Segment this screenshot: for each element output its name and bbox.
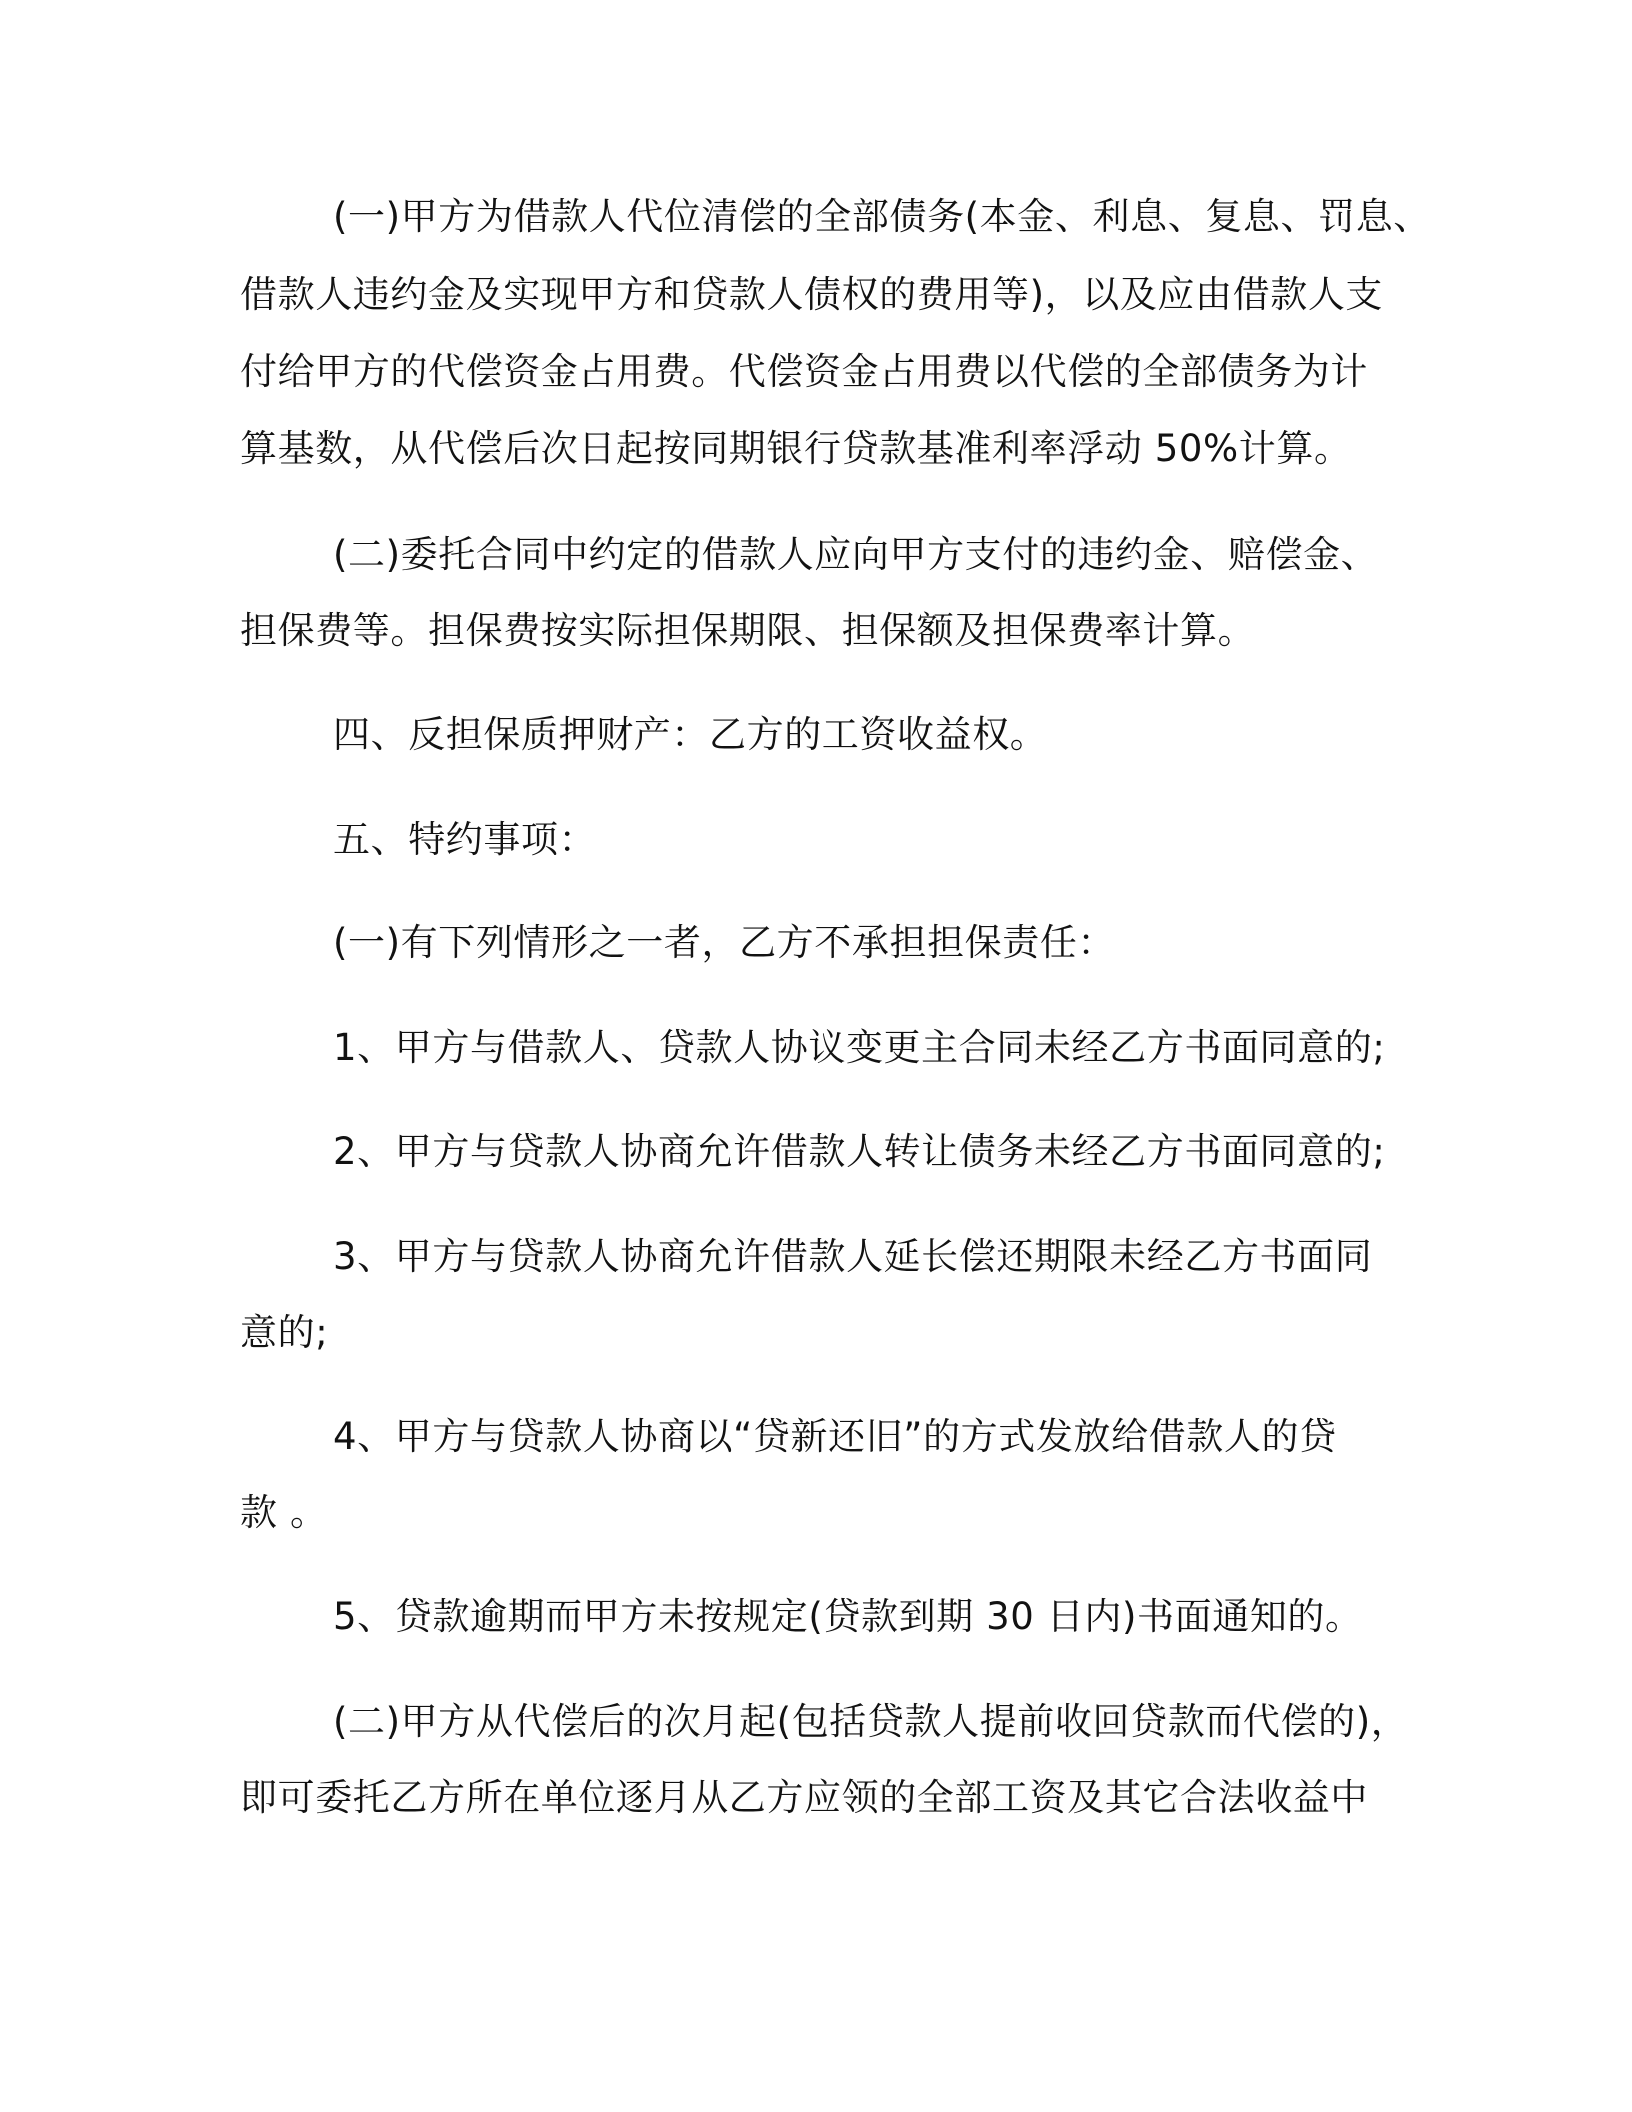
list-item-3-line-2: 意的; <box>240 1311 329 1354</box>
paragraph-2-line-1: (二)委托合同中约定的借款人应向甲方支付的违约金、赔偿金、 <box>333 533 1379 576</box>
subsection-1-heading: (一)有下列情形之一者，乙方不承担担保责任： <box>333 921 1116 964</box>
paragraph-1-line-2: 借款人违约金及实现甲方和贷款人债权的费用等)，以及应由借款人支 <box>240 273 1384 316</box>
paragraph-1-line-4: 算基数，从代偿后次日起按同期银行贷款基准利率浮动 50%计算。 <box>240 427 1352 470</box>
list-item-3-line-1: 3、甲方与贷款人协商允许借款人延长偿还期限未经乙方书面同 <box>333 1235 1373 1278</box>
list-item-4-line-1: 4、甲方与贷款人协商以“贷新还旧”的方式发放给借款人的贷 <box>333 1415 1337 1458</box>
list-item-2: 2、甲方与贷款人协商允许借款人转让债务未经乙方书面同意的; <box>333 1130 1386 1173</box>
paragraph-1-line-3: 付给甲方的代偿资金占用费。代偿资金占用费以代偿的全部债务为计 <box>240 350 1368 393</box>
section-5-heading: 五、特约事项： <box>333 818 597 861</box>
subsection-2-line-1: (二)甲方从代偿后的次月起(包括贷款人提前收回贷款而代偿的)， <box>333 1700 1409 1743</box>
subsection-2-line-2: 即可委托乙方所在单位逐月从乙方应领的全部工资及其它合法收益中 <box>240 1776 1368 1819</box>
section-4-heading: 四、反担保质押财产：乙方的工资收益权。 <box>333 713 1048 756</box>
list-item-1: 1、甲方与借款人、贷款人协议变更主合同未经乙方书面同意的; <box>333 1026 1386 1069</box>
list-item-4-line-2: 款 。 <box>240 1491 328 1534</box>
paragraph-2-line-2: 担保费等。担保费按实际担保期限、担保额及担保费率计算。 <box>240 609 1256 652</box>
paragraph-1-line-1: (一)甲方为借款人代位清偿的全部债务(本金、利息、复息、罚息、 <box>333 195 1431 238</box>
list-item-5: 5、贷款逾期而甲方未按规定(贷款到期 30 日内)书面通知的。 <box>333 1595 1363 1638</box>
